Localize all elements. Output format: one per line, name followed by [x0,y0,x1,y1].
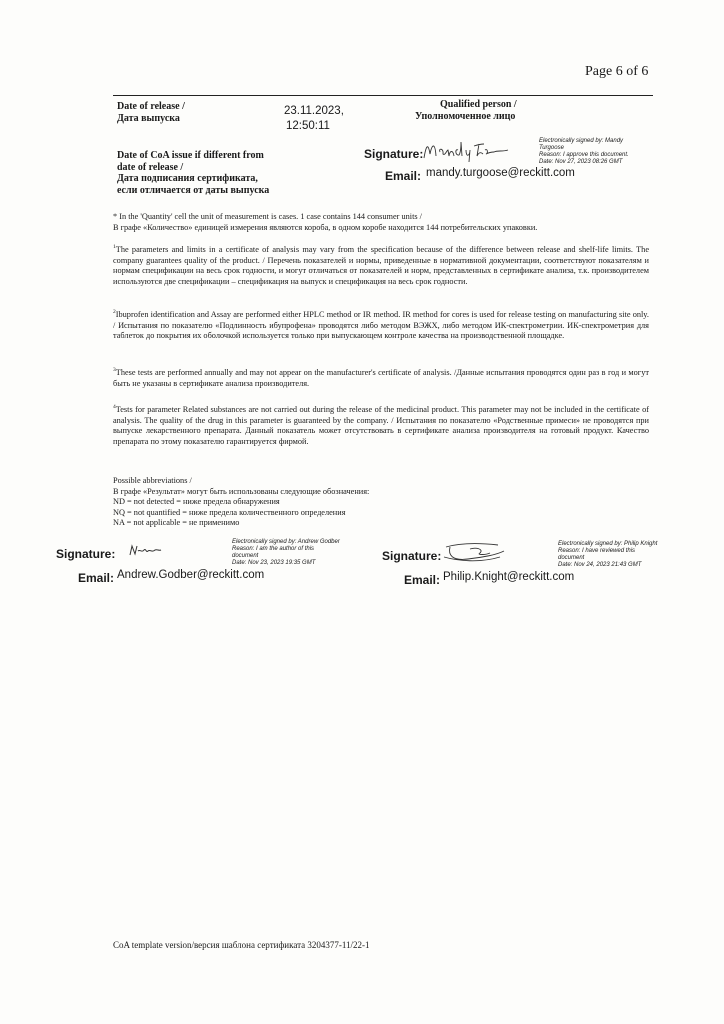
right-email-label: Email: [404,573,441,587]
release-label-en: Date of release / [117,101,185,112]
abbreviation-item: ND = not detected = ниже предела обнаружения [113,497,280,506]
release-date: 23.11.2023, [284,105,344,117]
coa-issue-line4: если отличается от даты выпуска [117,185,270,196]
right-signature-image [440,541,508,565]
template-version-footer: CoA template version/версия шаблона сертификата 3204377-11/22-1 [113,940,370,950]
left-esig-stamp: Electronically signed by: Andrew Godber Reason: I am the author of this document Date: Nov 23, 2023 19:35 GMT [232,539,340,566]
right-email: Philip.Knight@reckitt.com [443,571,575,583]
right-signature-label: Signature: [382,549,442,563]
coa-issue-line1: Date of CoA issue if different from [117,150,264,161]
release-time: 12:50:11 [286,120,330,132]
note-2: $^2$Ibuprofen identification and Assay are performed either HPLC method or IR method. IR method for cores is used for release testing on manufacturing site only. / Испытания по показателю «Подлинность ибупрофена» проводятся либо методом ВЭЖХ, либо методом ИК-спектрометрии. ИК-спектрометрия для таблеток до покрытия их оболочкой используется только при выпускающем контроле качества на производственной площадке. [113,309,649,340]
qp-esig-stamp: Electronically signed by: Mandy Turgoose Reason: I approve this document. Date: Nov 27, 2023 08:26 GMT [539,138,629,165]
note-1: $^1$The parameters and limits in a certificate of analysis may vary from the specification because of the difference between release and shelf-life limits. The company guarantees quality of the product. / Перечень показателей и нормы, приведенные в нормативной документации, соответствуют показателям и нормам спецификации на весь срок годности, и могут отличаться от показателей и норм, представленных в сертификате анализа, т.к. производителем используются две спецификации – спецификация на выпуск и спецификация на весь срок годности. [113,244,649,286]
release-label-ru: Дата выпуска [117,113,180,124]
coa-issue-line2: date of release / [117,162,184,173]
abbreviations [113,476,369,529]
left-signature-image [128,543,162,557]
qp-label-en: Qualified person / [440,99,517,110]
coa-issue-line3: Дата подписания сертификата, [117,173,258,184]
left-signature-label: Signature: [56,547,116,561]
qp-email: mandy.turgoose@reckitt.com [426,167,575,179]
right-esig-stamp: Electronically signed by: Philip Knight Reason: I have reviewed this document Date: Nov 24, 2023 21:43 GMT [558,541,658,568]
note-4: $^4$Tests for parameter Related substances are not carried out during the release of the medicinal product. This parameter may not be included in the certificate of analysis. The quality of the drug in this parameter is guaranteed by the company. / Испытания по показателю «Родственные примеси» не проводятся при выпуске лекарственного препарата. Данный показатель может отсутствовать в сертификате анализа производителя на готовый продукт. Качество препарата по этому показателю гарантируется фирмой. [113,404,649,446]
left-email: Andrew.Godber@reckitt.com [117,569,265,581]
qp-signature-label: Signature: [364,147,424,161]
qp-label-ru: Уполномоченное лицо [415,111,516,122]
qp-signature-image [422,138,514,164]
note-3: $^3$These tests are performed annually and may not appear on the manufacturer's certificate of analysis. /Данные испытания проводятся один раз в год и могут быть не указаны в сертификате анализа производителя. [113,367,649,388]
abbreviation-item: NQ = not quantified = ниже предела количественного определения [113,507,346,517]
abbreviations-intro: В графе «Результат» могут быть использованы следующие обозначения: [113,486,370,496]
abbreviation-item: NA = not applicable = не применимо [113,518,240,527]
note-quantity: * In the 'Quantity' cell the unit of measurement is cases. 1 case contains 144 consumer units / В графе «Количество» единицей измерения являются короба, в одном коробе находится 144 потребительских упаковки. [113,212,538,232]
header-rule [113,95,653,96]
qp-email-label: Email: [385,169,422,183]
page-number: Page 6 of 6 [585,64,649,79]
abbreviations-title: Possible abbreviations / [113,476,192,485]
left-email-label: Email: [78,571,115,585]
